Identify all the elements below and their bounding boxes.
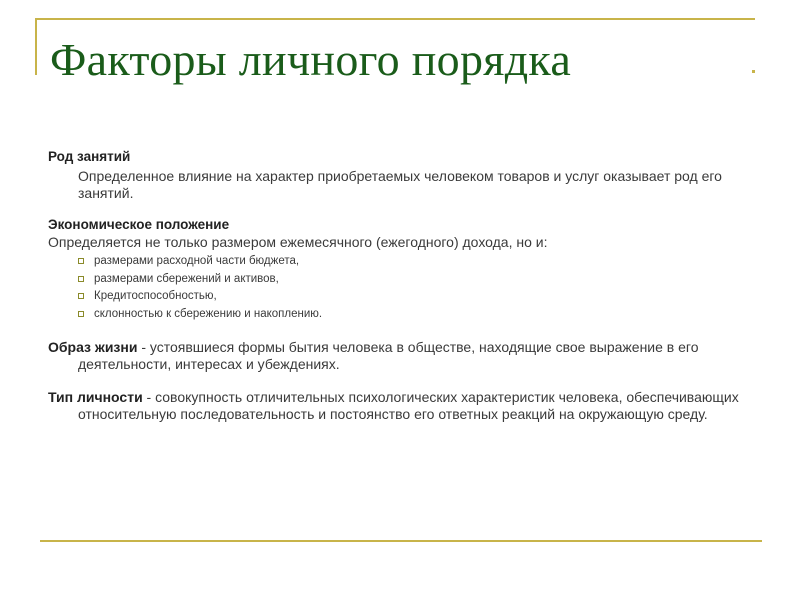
slide-title: Факторы личного порядка: [50, 34, 572, 85]
list-item: размерами расходной части бюджета,: [78, 253, 748, 271]
square-bullet-icon: [78, 293, 84, 299]
square-bullet-icon: [78, 311, 84, 317]
title-dot-ornament: [752, 70, 755, 73]
lifestyle-lead: Образ жизни: [48, 339, 138, 355]
economic-heading: Экономическое положение: [48, 217, 230, 232]
top-rule: [35, 18, 755, 20]
occupation-text: Определенное влияние на характер приобретаемых человеком товаров и услуг оказывает род его занятий.: [78, 168, 722, 201]
bottom-rule: [40, 540, 762, 542]
personality-paragraph: [48, 389, 748, 423]
list-item: Кредитоспособностью,: [78, 288, 748, 306]
lifestyle-paragraph: [48, 339, 748, 373]
personality-lead: Тип личности: [48, 389, 143, 405]
square-bullet-icon: [78, 258, 84, 264]
list-item: склонностью к сбережению и накоплению.: [78, 306, 748, 324]
list-item: размерами сбережений и активов,: [78, 271, 748, 289]
economic-bullet-list: [48, 253, 748, 323]
slide-content: [48, 148, 748, 423]
personality-text: - совокупность отличительных психологических характеристик человека, обеспечивающих относительную последовательность и постоянство его ответных реакций на окружающую среду.: [78, 389, 739, 422]
lifestyle-text: - устоявшиеся формы бытия человека в обществе, находящие свое выражение в его деятельности, интересах и убеждениях.: [78, 339, 699, 372]
economic-text: Определяется не только размером ежемесячного (ежегодного) дохода, но и:: [48, 234, 548, 250]
left-rule: [35, 18, 37, 75]
occupation-heading: Род занятий: [48, 149, 131, 164]
square-bullet-icon: [78, 276, 84, 282]
